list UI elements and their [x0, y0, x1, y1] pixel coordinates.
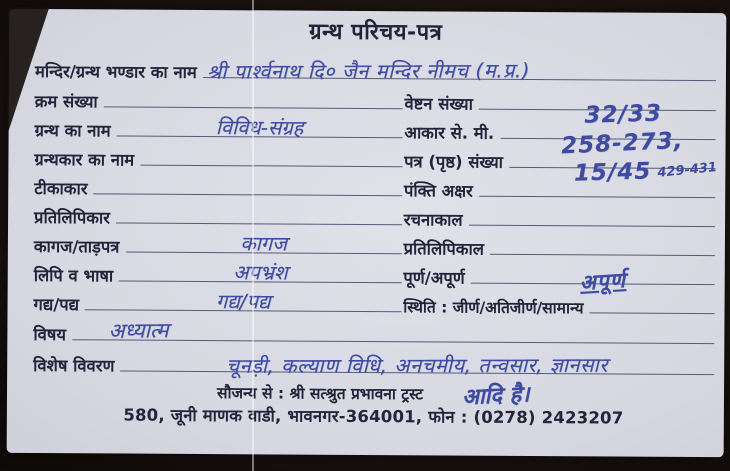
field-label: पत्र (पृष्ठ) संख्या — [404, 152, 504, 172]
form-grid — [33, 82, 718, 318]
page-range-note: 429-431 — [657, 160, 718, 181]
field-rule — [85, 280, 401, 312]
field-label: विशेष विवरण — [33, 355, 115, 376]
handwritten-value: अपभ्रंश — [233, 260, 288, 285]
field-rule — [72, 309, 715, 344]
handwritten-value: अपूर्ण — [578, 267, 627, 295]
temple-name-label: मन्दिर/ग्रन्थ भण्डार का नाम — [34, 62, 197, 82]
field-vishesh-vivaran — [33, 345, 714, 380]
temple-name-rule — [203, 45, 716, 84]
field-label: ग्रन्थ का नाम — [34, 121, 111, 141]
temple-name-handwritten-value: श्री पार्श्वनाथ दि० जैन मन्दिर नीमच (म.प्र.) — [206, 58, 530, 84]
field-rule — [469, 196, 716, 228]
field-rule — [479, 80, 716, 129]
handwritten-value: विविध-संग्रह — [215, 115, 304, 140]
field-rule — [471, 254, 715, 295]
handwritten-value: 258-273, — [560, 127, 684, 160]
field-label: पूर्ण/अपूर्ण — [403, 268, 465, 288]
field-rule — [590, 283, 715, 314]
handwritten-value: अध्यात्म — [107, 318, 169, 343]
field-rule — [500, 109, 716, 160]
field-rule — [117, 106, 403, 138]
handwritten-value: गद्य/पद्य — [215, 289, 271, 314]
courtesy-line — [33, 376, 714, 411]
field-rule — [125, 223, 401, 255]
field-rule — [509, 138, 718, 187]
field-label: प्रतिलिपिकाल — [403, 239, 485, 259]
handwritten-value: 32/33 — [584, 100, 663, 129]
field-rule — [140, 136, 402, 168]
granth-parichay-card — [7, 9, 727, 457]
field-label: ग्रन्थकार का नाम — [34, 150, 135, 170]
field-label: प्रतिलिपिकार — [34, 208, 111, 228]
field-label: गद्य/पद्य — [33, 294, 80, 315]
field-rule — [119, 251, 401, 283]
field-label: वेष्टन संख्या — [404, 94, 473, 114]
field-label: रचनाकाल — [403, 210, 463, 230]
address-line: 580, जूनी माणक वाडी, भावनगर-364001, फोन : (0278) 2423207 — [123, 405, 624, 428]
field-rule — [116, 193, 402, 225]
field-label: टीकाकार — [34, 179, 88, 199]
courtesy-printed-text: सौजन्य से : श्री सत्श्रुत प्रभावना ट्रस्ट — [217, 384, 424, 404]
field-label: पंक्ति अक्षर — [403, 181, 473, 201]
courtesy-handwritten-note: आदि है। — [461, 382, 531, 411]
field-rule — [93, 164, 402, 196]
field-label: क्रम संख्या — [34, 92, 98, 112]
field-rule — [490, 225, 715, 256]
field-label: लिपि व भाषा — [33, 265, 114, 286]
field-rule — [120, 340, 714, 378]
field-label: कागज/ताड़पत्र — [33, 237, 120, 257]
field-label: विषय — [33, 324, 66, 345]
field-label: आकार से. मी. — [404, 123, 495, 143]
card-title: ग्रन्थ परिचय-पत्र — [309, 19, 443, 46]
field-rule — [104, 77, 403, 109]
handwritten-value: चूनड़ी, कल्याण विधि, अनचमीय, तन्वसार, ज्ञानसार — [226, 352, 609, 378]
handwritten-value: कागज — [240, 231, 287, 256]
field-label: स्थिति : जीर्ण/अतिजीर्ण/सामान्य — [403, 298, 584, 318]
handwritten-value: 15/45 — [573, 158, 652, 187]
